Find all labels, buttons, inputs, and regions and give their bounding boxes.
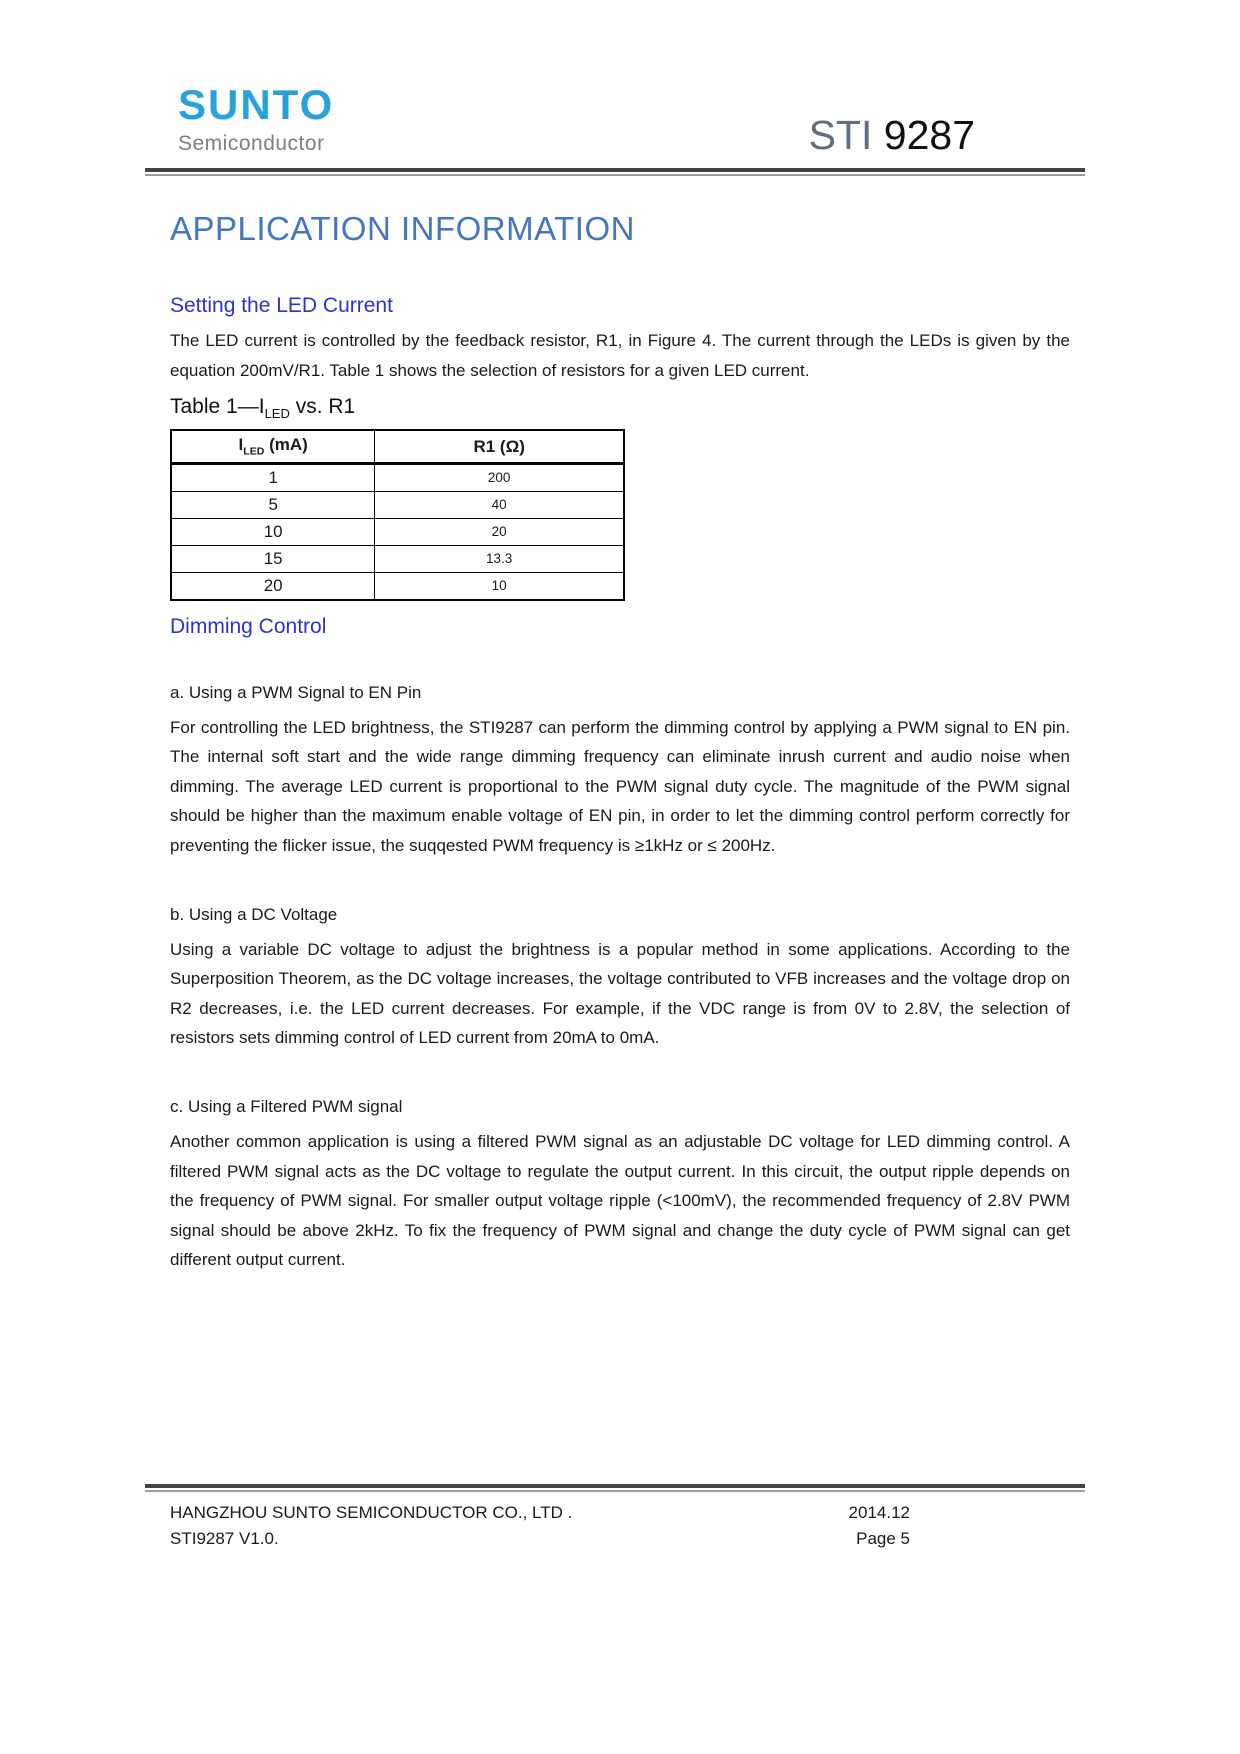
table-row [171,572,624,600]
logo-subtitle: Semiconductor [178,132,325,155]
part-number-digits: 9287 [883,112,975,158]
table-caption-pre: Table 1—I [170,395,265,419]
footer-doc-version: STI9287 V1.0. [170,1528,279,1548]
table-caption-subscript: LED [264,406,290,422]
table-row [171,491,624,518]
iled-value: 20 [171,572,375,600]
table-row [171,463,624,491]
led-current-table [170,429,625,600]
part-number-prefix: STI [808,112,873,158]
footer-rule [145,1484,1085,1492]
r1-value: 40 [375,491,624,518]
subsection-b-title: b. Using a DC Voltage [170,904,338,924]
r1-value: 20 [375,518,624,545]
paragraph-setting-led-current: The LED current is controlled by the feedback resistor, R1, in Figure 4. The current through the LEDs is given by the equation 200mV/R1. Table 1 shows the selection of resistors for a given LED current. [170,331,1070,380]
footer-company: HANGZHOU SUNTO SEMICONDUCTOR CO., LTD . [170,1503,573,1522]
paragraph-dc-voltage: Using a variable DC voltage to adjust the brightness is a popular method in some applications. According to the Superposition Theorem, as the DC voltage increases, the voltage contributed to VFB increases and the voltage drop on R2 decreases, i.e. the LED current decreases. For example, if the VDC range is from 0V to 2.8V, the selection of resistors sets dimming control of LED current from 20mA to 0mA. [170,939,1070,1048]
iled-value: 10 [171,518,375,545]
table-row [171,545,624,572]
footer-date: 2014.12 [848,1503,910,1522]
table-caption [170,395,1070,421]
iled-symbol: I [238,435,244,455]
r1-value: 10 [375,572,624,600]
content-area [0,176,1240,1275]
section-heading-dimming-control: Dimming Control [170,614,327,638]
led-current-table-body [171,463,624,600]
part-number [808,112,975,158]
r1-value: 13.3 [375,545,624,572]
page-footer [145,1484,1095,1551]
iled-value: 5 [171,491,375,518]
table-row [171,518,624,545]
paragraph-pwm-en-pin: For controlling the LED brightness, the STI9287 can perform the dimming control by applying a PWM signal to EN pin. The internal soft start and the wide range dimming frequency can eliminate inrush current and audio noise when dimming. The average LED current is proportional to the PWM signal duty cycle. The magnitude of the PWM signal should be higher than the maximum enable voltage of EN pin, in order to let the dimming control perform correctly for preventing the flicker issue, the suqqested PWM frequency is ≥1kHz or ≤ 200Hz. [170,717,1070,856]
iled-unit: (mA) [264,435,308,455]
subsection-c-title: c. Using a Filtered PWM signal [170,1096,403,1116]
iled-subscript: LED [243,445,265,458]
footer-row-version [170,1526,910,1552]
paragraph-filtered-pwm: Another common application is using a filtered PWM signal as an adjustable DC voltage for LED dimming control. A filtered PWM signal acts as the DC voltage to regulate the output current. In this circuit, the output ripple depends on the frequency of PWM signal. For smaller output voltage ripple (<100mV), the recommended frequency of 2.8V PWM signal should be above 2kHz. To fix the frequency of PWM signal and change the duty cycle of PWM signal can get different output current. [170,1131,1070,1270]
subsection-a-title: a. Using a PWM Signal to EN Pin [170,682,422,702]
section-heading-setting-led-current: Setting the LED Current [170,294,393,317]
led-current-table-head [171,430,624,463]
iled-value: 15 [171,545,375,572]
column-header-iled [171,430,375,463]
page-title: APPLICATION INFORMATION [170,210,635,247]
footer-text [170,1500,910,1551]
r1-value: 200 [375,463,624,491]
logo-wordmark: SUNTO [178,81,335,128]
column-header-r1: R1 (Ω) [375,430,624,463]
footer-row-company [170,1500,910,1526]
table-header-row [171,430,624,463]
footer-page-number: Page 5 [856,1528,910,1548]
table-caption-post: vs. R1 [289,395,356,419]
iled-value: 1 [171,463,375,491]
company-logo [178,81,335,156]
header-rule [145,168,1085,176]
page-header [0,0,1240,156]
